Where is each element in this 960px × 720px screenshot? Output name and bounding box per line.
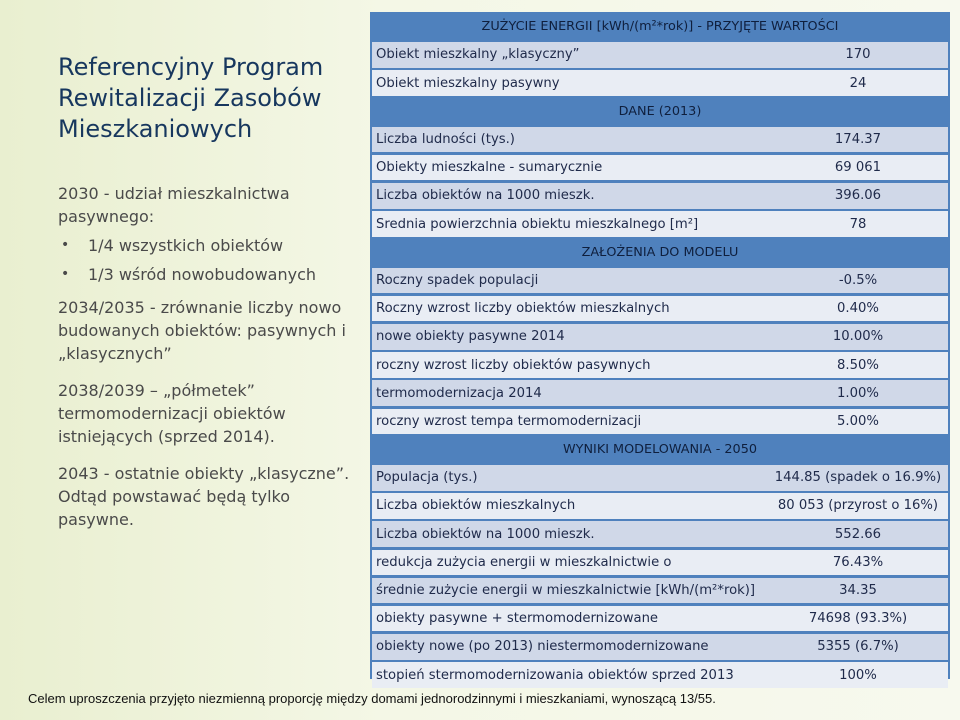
row-value: 34.35: [839, 583, 877, 598]
row-label: termomodernizacja 2014: [376, 385, 542, 401]
table-row: [372, 606, 948, 632]
row-value: 0.40%: [837, 301, 879, 317]
title-line: Mieszkaniowych: [58, 115, 253, 143]
row-value: 80 053 (przyrost o 16%): [777, 498, 939, 514]
table-row: [372, 296, 948, 322]
left-panel: [0, 0, 360, 690]
table-row: [372, 155, 948, 181]
footnote: Celem uproszczenia przyjęto niezmienną proporcję między domami jednorodzinnymi i mieszkaniami, wynoszącą 13/55.: [28, 691, 716, 706]
bullet-item: [58, 234, 358, 257]
row-label: roczny wzrost tempa termomodernizacji: [376, 413, 642, 429]
paragraph-2034: 2034/2035 - zrównanie liczby nowo budowanych obiektów: pasywnych i „klasycznych”: [58, 298, 346, 363]
row-label: Obiekt mieszkalny pasywny: [376, 75, 560, 91]
table-row: [372, 662, 948, 688]
section-header-text: ZUŻYCIE ENERGII [kWh/(m²*rok)] - PRZYJĘTE WARTOŚCI: [481, 19, 839, 35]
row-value: 78: [849, 216, 867, 232]
table-row: [372, 521, 948, 547]
row-label: Obiekt mieszkalny „klasyczny”: [376, 47, 580, 63]
table-row: [372, 578, 948, 604]
section-header-results: [372, 437, 948, 463]
bullet-item: [58, 263, 358, 286]
row-label: Roczny wzrost liczby obiektów mieszkalnych: [376, 301, 670, 317]
row-label: Populacja (tys.): [376, 470, 478, 486]
title-line: Referencyjny Program: [58, 53, 324, 81]
table-row: [372, 493, 948, 519]
table-row: [372, 324, 948, 350]
row-label: Roczny spadek populacji: [376, 272, 539, 288]
row-value: 69 061: [834, 160, 882, 176]
section-header-energy: [372, 14, 948, 40]
table-row: [372, 550, 948, 576]
paragraph-2043: 2043 - ostatnie obiekty „klasyczne”. Odtąd powstawać będą tylko pasywne.: [58, 464, 350, 529]
bullet-text: 1/3 wśród nowobudowanych: [88, 265, 316, 284]
table-row: [372, 127, 948, 153]
table-row: [372, 70, 948, 96]
section-header-data: [372, 99, 948, 125]
table-row: [372, 352, 948, 378]
model-table: [370, 12, 950, 683]
row-label: obiekty nowe (po 2013) niestermomodernizowane: [376, 639, 709, 655]
bullet-text: 1/4 wszystkich obiektów: [88, 236, 284, 255]
table-row: [372, 409, 948, 435]
table-row: [372, 465, 948, 491]
bullet-list: [58, 234, 358, 286]
row-value: 100%: [839, 667, 877, 683]
page-title: [58, 52, 358, 145]
row-value: 8.50%: [837, 357, 879, 373]
row-label: średnie zużycie energii w mieszkalnictwie [kWh/(m²*rok)]: [376, 583, 756, 598]
row-value: 74698 (93.3%): [808, 611, 908, 627]
row-label: Liczba ludności (tys.): [376, 132, 515, 147]
row-value: 5355 (6.7%): [817, 639, 899, 655]
row-value: -0.5%: [838, 272, 878, 288]
section-header-text: ZAŁOŻENIA DO MODELU: [581, 244, 739, 260]
table-row: [372, 380, 948, 406]
row-label: roczny wzrost liczby obiektów pasywnych: [376, 357, 651, 373]
bullet-icon: •: [61, 266, 70, 282]
row-label: Liczba obiektów na 1000 mieszk.: [376, 188, 595, 204]
section-header-assumptions: [372, 240, 948, 266]
section-header-text: DANE (2013): [618, 103, 702, 119]
section-header-text: WYNIKI MODELOWANIA - 2050: [563, 442, 757, 458]
table-row: [372, 211, 948, 237]
table-row: [372, 268, 948, 294]
row-label: redukcja zużycia energii w mieszkalnictwie o: [376, 554, 672, 570]
row-label: Średnia powierzchnia obiektu mieszkalnego [m²]: [376, 216, 699, 232]
row-value: 5.00%: [837, 413, 879, 429]
paragraph-2030: 2030 - udział mieszkalnictwa pasywnego:: [58, 184, 290, 226]
row-value: 76.43%: [832, 554, 884, 570]
row-value: 24: [849, 75, 867, 91]
row-label: obiekty pasywne + stermomodernizowane: [376, 611, 659, 627]
row-label: nowe obiekty pasywne 2014: [376, 329, 565, 345]
paragraph-2038: 2038/2039 – „półmetek” termomodernizacji obiektów istniejących (sprzed 2014).: [58, 381, 286, 446]
row-value: 10.00%: [832, 329, 884, 345]
row-value: 396.06: [834, 188, 882, 204]
table-row: [372, 634, 948, 660]
row-value: 1.00%: [837, 385, 879, 401]
row-label: Liczba obiektów na 1000 mieszk.: [376, 526, 595, 542]
bullet-icon: •: [61, 237, 70, 253]
title-line: Rewitalizacji Zasobów: [58, 84, 322, 112]
row-label: Obiekty mieszkalne - sumarycznie: [376, 160, 603, 176]
left-body: [58, 182, 358, 531]
table-row: [372, 183, 948, 209]
row-value: 174.37: [834, 132, 882, 147]
row-value: 170: [845, 47, 871, 63]
row-value: 144.85 (spadek o 16.9%): [774, 470, 942, 486]
row-value: 552.66: [834, 526, 882, 542]
row-label: stopień stermomodernizowania obiektów sprzed 2013: [376, 667, 734, 683]
row-label: Liczba obiektów mieszkalnych: [376, 498, 576, 514]
table-row: [372, 42, 948, 68]
